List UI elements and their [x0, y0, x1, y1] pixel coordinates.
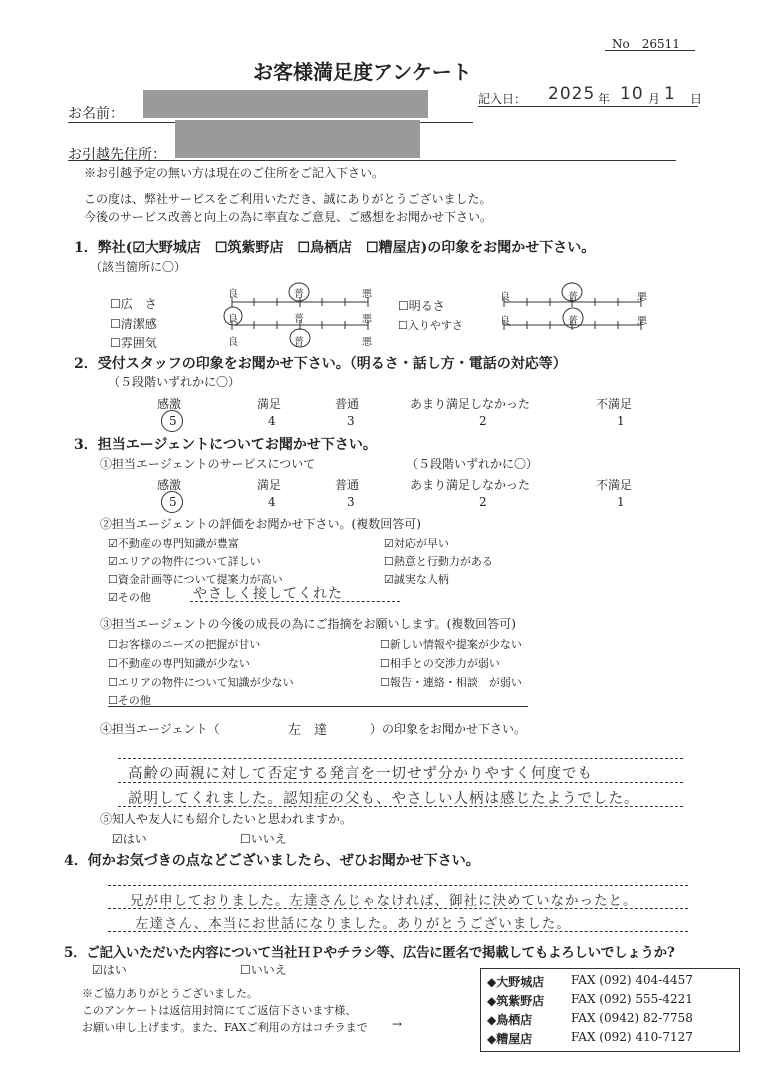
q1-item-cleanliness[interactable]: ☐清潔感	[110, 317, 157, 331]
q3-sub1-title: ①担当エージェントのサービスについて	[100, 457, 316, 471]
q3-sub2-expertise[interactable]: ☑不動産の専門知識が豊富	[108, 537, 239, 550]
q3-sub3-expertise[interactable]: ☐不動産の専門知識が少ない	[108, 657, 250, 670]
q1-item-atmosphere[interactable]: ☐雰囲気	[110, 336, 157, 350]
store-fax: FAX (092) 404-4457	[571, 973, 693, 987]
q2-label-1: 不満足	[596, 397, 633, 411]
q3-sub2-quick-response[interactable]: ☑対応が早い	[384, 537, 449, 550]
date-year[interactable]: 2025	[548, 84, 596, 104]
q3-sub3-info[interactable]: ☐新しい情報や提案が少ない	[380, 638, 522, 651]
scale-good-1: 良	[228, 289, 238, 300]
footer-line-3: お願い申し上げます。また、FAXご利用の方はコチラまで	[82, 1021, 368, 1034]
fax-store-row	[487, 1030, 693, 1047]
q3-value-5[interactable]: 5	[169, 495, 177, 509]
q3-sub2-area-knowledge[interactable]: ☑エリアの物件について詳しい	[108, 555, 261, 568]
q1-item-brightness[interactable]: ☐明るさ	[398, 299, 445, 313]
q3-selected-circle	[161, 491, 183, 513]
q3-label-1: 不満足	[596, 478, 633, 492]
q3-sub3-area[interactable]: ☐エリアの物件について知識が少ない	[108, 676, 294, 689]
q4-line-0	[108, 885, 688, 886]
address-label: お引越先住所：	[68, 147, 166, 163]
q3-sub4-line-0	[118, 758, 683, 759]
scale-bad-2: 悪	[362, 314, 372, 325]
date-label: 記入日：	[478, 92, 527, 106]
scale-bad-3: 悪	[362, 337, 372, 348]
q3-sub5-no[interactable]: ☐いいえ	[240, 832, 287, 846]
q5-yes[interactable]: ☑はい	[92, 963, 127, 977]
fax-store-row	[487, 973, 693, 990]
q3-value-3[interactable]: 3	[347, 495, 355, 509]
q3-sub4-line-2	[118, 806, 683, 807]
footer-line-2: このアンケートは返信用封筒にてご返信下さいます様、	[82, 1004, 357, 1017]
q2-value-5[interactable]: 5	[169, 414, 177, 428]
date-month-unit: 月	[648, 92, 661, 106]
q3-sub3-other[interactable]: ☐その他	[108, 694, 151, 707]
scale-good-2: 良	[228, 314, 238, 325]
fax-contact-box	[480, 968, 740, 1052]
q3-sub2-other-line	[190, 601, 400, 602]
fax-store-row	[487, 1011, 693, 1028]
intro-line-2: 今後のサービス改善と向上の為に率直なご意見、ご感想をお聞かせ下さい。	[84, 210, 493, 224]
q3-title: 3．担当エージェントについてお聞かせ下さい。	[74, 437, 377, 453]
q3-sub3-needs[interactable]: ☐お客様のニーズの把握が甘い	[108, 638, 261, 651]
date-day[interactable]: 1	[664, 84, 676, 104]
q3-sub5-yes[interactable]: ☑はい	[112, 832, 147, 846]
scale-good-3: 良	[228, 337, 238, 348]
scale-bad-4: 悪	[637, 292, 647, 303]
scale-normal-4: 普	[568, 292, 578, 303]
q2-value-1[interactable]: 1	[617, 414, 625, 428]
date-month[interactable]: 10	[620, 84, 644, 104]
q2-value-2[interactable]: 2	[479, 414, 487, 428]
store-name: ◆鳥栖店	[487, 1013, 533, 1027]
q3-sub2-enthusiasm[interactable]: ☐熱意と行動力がある	[384, 555, 493, 568]
scale-good-4: 良	[500, 292, 510, 303]
q3-sub3-report[interactable]: ☐報告・連絡・相談 が弱い	[380, 676, 522, 689]
q2-sub: （５段階いずれかに〇）	[108, 375, 241, 389]
store-fax: FAX (092) 555-4221	[571, 992, 693, 1006]
scale-bad-1: 悪	[362, 289, 372, 300]
date-year-unit: 年	[598, 92, 611, 106]
store-name: ◆大野城店	[487, 975, 545, 989]
q4-comment-2[interactable]: 左達さん、本当にお世話になりました。ありがとうございました。	[135, 916, 571, 932]
scale-normal-1: 普	[294, 289, 304, 300]
scale-bad-5: 悪	[637, 316, 647, 327]
q3-sub4-line-1	[118, 782, 683, 783]
q2-selected-circle	[161, 410, 183, 432]
q3-sub2-financial-planning[interactable]: ☐資金計画等について提案力が高い	[108, 573, 283, 586]
q3-sub4-comment-2[interactable]: 説明してくれました。認知症の父も、やさしい人柄は感じたようでした。	[128, 791, 640, 807]
q3-sub2-other[interactable]: ☑その他	[108, 591, 151, 604]
q3-sub5-title: ⑤知人や友人にも紹介したいと思われますか。	[100, 812, 353, 826]
q3-label-4: 満足	[257, 478, 282, 492]
q2-title: 2．受付スタッフの印象をお聞かせ下さい。（明るさ・話し方・電話の対応等）	[74, 356, 567, 372]
scale-normal-2: 普	[294, 314, 304, 325]
store-fax: FAX (092) 410-7127	[571, 1030, 693, 1044]
q3-sub4-agent: 左 達	[288, 723, 328, 738]
q1-item-size[interactable]: ☐広 さ	[110, 297, 157, 311]
scale-good-5: 良	[500, 316, 510, 327]
q5-no[interactable]: ☐いいえ	[240, 963, 287, 977]
survey-title: お客様満足度アンケート	[253, 60, 472, 84]
q3-sub4-title-pre: ④担当エージェント（	[100, 722, 220, 736]
q1-title: 1．弊社(☑大野城店 ☐筑紫野店 ☐鳥栖店 ☐糟屋店)の印象をお聞かせ下さい。	[74, 240, 596, 256]
q5-title: 5．ご記入いただいた内容について当社ＨＰやチラシ等、広告に匿名で掲載してもよろしいでしょうか?	[64, 945, 675, 961]
q3-sub4-title-post: ）の印象をお聞かせ下さい。	[370, 722, 527, 736]
q2-label-4: 満足	[257, 397, 282, 411]
q4-line-2	[108, 931, 688, 932]
q3-sub3-title: ③担当エージェントの今後の成長の為にご指摘をお願いします。(複数回答可)	[100, 617, 516, 631]
intro-line-1: この度は、弊社サービスをご利用いただき、誠にありがとうございました。	[84, 192, 492, 206]
q2-label-5: 感激	[157, 397, 182, 411]
q2-label-2: あまり満足しなかった	[410, 397, 531, 411]
q3-sub2-sincere[interactable]: ☑誠実な人柄	[384, 573, 449, 586]
q1-item-accessibility[interactable]: ☐入りやすさ	[398, 319, 463, 332]
fax-store-row	[487, 992, 693, 1009]
q1-sub: （該当箇所に〇）	[90, 260, 187, 274]
q3-value-2[interactable]: 2	[479, 495, 487, 509]
q4-line-1	[108, 908, 688, 909]
q3-sub3-other-line	[108, 706, 528, 707]
q3-sub3-negotiation[interactable]: ☐相手との交渉力が弱い	[380, 657, 500, 670]
document-number: No 26511	[612, 37, 680, 51]
q3-sub4-comment-1[interactable]: 高齢の両親に対して否定する発言を一切せず分かりやすく何度でも	[128, 766, 593, 782]
arrow-right-icon: →	[392, 1017, 403, 1031]
store-name: ◆筑紫野店	[487, 994, 545, 1008]
q4-title: 4．何かお気づきの点などございましたら、ぜひお聞かせ下さい。	[64, 853, 480, 869]
q2-value-4[interactable]: 4	[268, 414, 276, 428]
q2-label-3: 普通	[335, 397, 360, 411]
scale-normal-5: 普	[568, 316, 578, 327]
scale-normal-3: 普	[294, 337, 304, 348]
q3-label-2: あまり満足しなかった	[410, 478, 531, 492]
q2-value-3[interactable]: 3	[347, 414, 355, 428]
q3-sub2-title: ②担当エージェントの評価をお聞かせ下さい。(複数回答可)	[100, 517, 421, 531]
q3-label-3: 普通	[335, 478, 360, 492]
q4-comment-1[interactable]: 兄が申しておりました。左達さんじゃなければ、御社に決めていなかったと。	[130, 893, 638, 909]
q3-value-1[interactable]: 1	[617, 495, 625, 509]
name-label: お名前：	[68, 106, 124, 122]
q3-value-4[interactable]: 4	[268, 495, 276, 509]
q3-sub2-other-comment[interactable]: やさしく接してくれた	[193, 586, 343, 602]
date-day-unit: 日	[690, 92, 703, 106]
store-name: ◆糟屋店	[487, 1032, 533, 1046]
address-note: ※お引越予定の無い方は現在のご住所をご記入下さい。	[84, 166, 385, 180]
footer-thanks: ※ご協力ありがとうございました。	[82, 987, 258, 1000]
store-fax: FAX (0942) 82-7758	[571, 1011, 693, 1025]
q3-sub1-scale: （５段階いずれかに〇）	[406, 457, 539, 471]
q3-label-5: 感激	[157, 478, 182, 492]
